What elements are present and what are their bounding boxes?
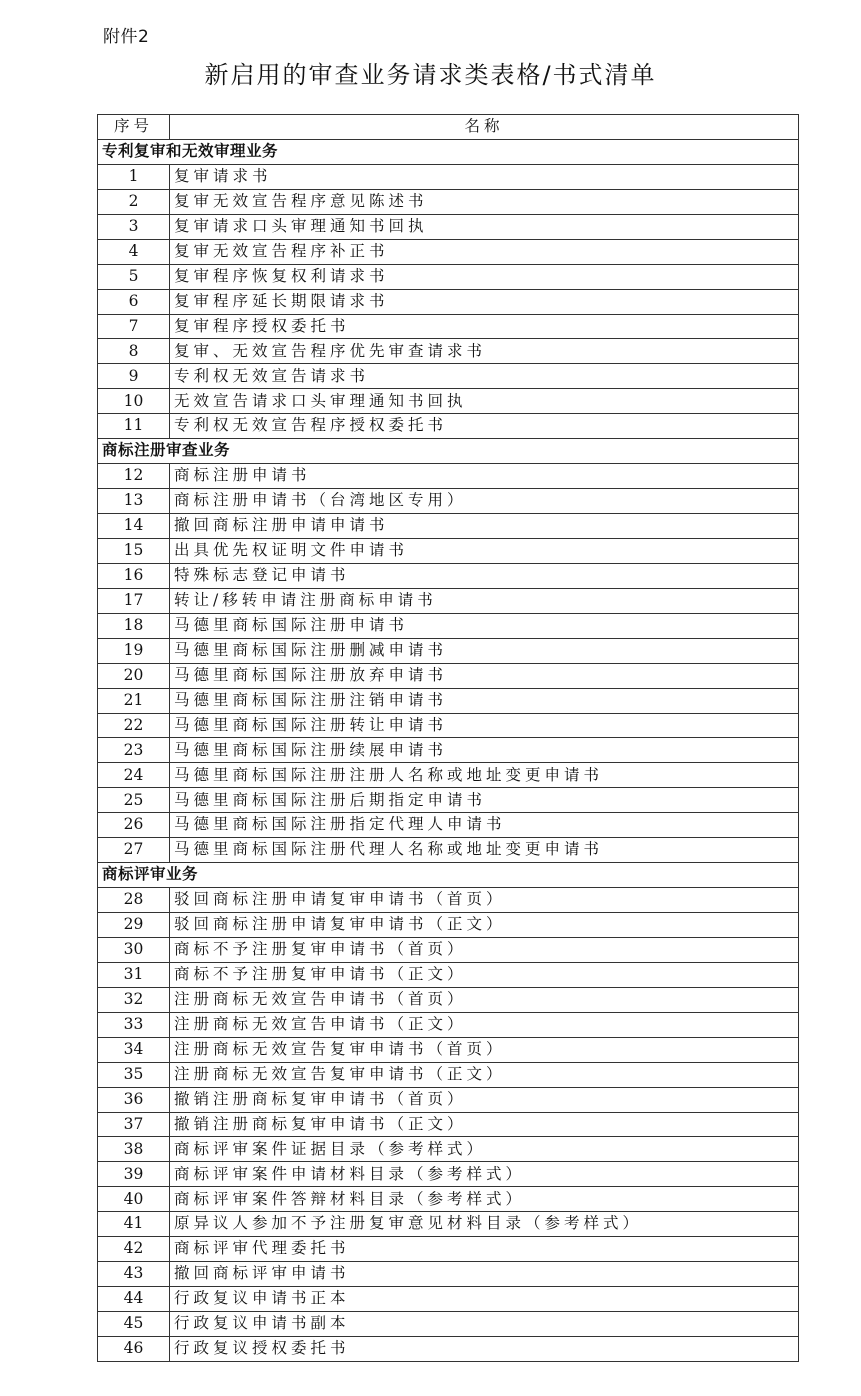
row-number: 22 bbox=[98, 713, 170, 738]
row-form-name: 撤销注册商标复审申请书（首页） bbox=[170, 1087, 799, 1112]
row-number: 2 bbox=[98, 189, 170, 214]
section-row bbox=[98, 139, 799, 164]
row-form-name: 马德里商标国际注册申请书 bbox=[170, 613, 799, 638]
row-number: 15 bbox=[98, 538, 170, 563]
table-row bbox=[98, 788, 799, 813]
table-row bbox=[98, 239, 799, 264]
row-number: 43 bbox=[98, 1262, 170, 1287]
row-number: 1 bbox=[98, 164, 170, 189]
row-number: 13 bbox=[98, 489, 170, 514]
table-row bbox=[98, 1062, 799, 1087]
row-form-name: 专利权无效宣告请求书 bbox=[170, 364, 799, 389]
row-number: 27 bbox=[98, 838, 170, 863]
row-form-name: 马德里商标国际注册删减申请书 bbox=[170, 638, 799, 663]
row-number: 3 bbox=[98, 214, 170, 239]
header-no: 序号 bbox=[98, 115, 170, 140]
row-form-name: 马德里商标国际注册转让申请书 bbox=[170, 713, 799, 738]
table-row bbox=[98, 1262, 799, 1287]
row-form-name: 驳回商标注册申请复审申请书（首页） bbox=[170, 888, 799, 913]
table-row bbox=[98, 738, 799, 763]
row-form-name: 商标不予注册复审申请书（正文） bbox=[170, 962, 799, 987]
section-title: 专利复审和无效审理业务 bbox=[98, 139, 799, 164]
table-body bbox=[98, 139, 799, 1361]
row-form-name: 商标评审案件申请材料目录（参考样式） bbox=[170, 1162, 799, 1187]
row-number: 17 bbox=[98, 588, 170, 613]
table-row bbox=[98, 489, 799, 514]
row-form-name: 行政复议申请书副本 bbox=[170, 1312, 799, 1337]
row-form-name: 注册商标无效宣告复审申请书（正文） bbox=[170, 1062, 799, 1087]
forms-table bbox=[97, 114, 799, 1362]
section-row bbox=[98, 863, 799, 888]
row-number: 37 bbox=[98, 1112, 170, 1137]
table-row bbox=[98, 588, 799, 613]
row-number: 24 bbox=[98, 763, 170, 788]
table-row bbox=[98, 364, 799, 389]
table-row bbox=[98, 688, 799, 713]
row-form-name: 无效宣告请求口头审理通知书回执 bbox=[170, 389, 799, 414]
row-number: 42 bbox=[98, 1237, 170, 1262]
row-number: 7 bbox=[98, 314, 170, 339]
row-form-name: 撤销注册商标复审申请书（正文） bbox=[170, 1112, 799, 1137]
table-row bbox=[98, 888, 799, 913]
row-number: 34 bbox=[98, 1037, 170, 1062]
table-row bbox=[98, 339, 799, 364]
row-form-name: 行政复议申请书正本 bbox=[170, 1287, 799, 1312]
row-form-name: 马德里商标国际注册续展申请书 bbox=[170, 738, 799, 763]
row-form-name: 马德里商标国际注册注销申请书 bbox=[170, 688, 799, 713]
row-number: 23 bbox=[98, 738, 170, 763]
table-row bbox=[98, 289, 799, 314]
row-form-name: 复审程序恢复权利请求书 bbox=[170, 264, 799, 289]
row-form-name: 复审无效宣告程序意见陈述书 bbox=[170, 189, 799, 214]
row-number: 10 bbox=[98, 389, 170, 414]
table-row bbox=[98, 264, 799, 289]
row-number: 30 bbox=[98, 937, 170, 962]
row-number: 26 bbox=[98, 813, 170, 838]
table-row bbox=[98, 189, 799, 214]
header-name: 名称 bbox=[170, 115, 799, 140]
row-number: 29 bbox=[98, 913, 170, 938]
row-form-name: 商标评审案件答辩材料目录（参考样式） bbox=[170, 1187, 799, 1212]
table-row bbox=[98, 1212, 799, 1237]
table-row bbox=[98, 838, 799, 863]
row-number: 8 bbox=[98, 339, 170, 364]
row-number: 36 bbox=[98, 1087, 170, 1112]
row-form-name: 马德里商标国际注册指定代理人申请书 bbox=[170, 813, 799, 838]
table-row bbox=[98, 937, 799, 962]
row-number: 39 bbox=[98, 1162, 170, 1187]
table-row bbox=[98, 389, 799, 414]
row-form-name: 复审请求书 bbox=[170, 164, 799, 189]
table-row bbox=[98, 663, 799, 688]
row-form-name: 马德里商标国际注册代理人名称或地址变更申请书 bbox=[170, 838, 799, 863]
row-form-name: 注册商标无效宣告复审申请书（首页） bbox=[170, 1037, 799, 1062]
document-title: 新启用的审查业务请求类表格/书式清单 bbox=[204, 61, 657, 89]
table-row bbox=[98, 1112, 799, 1137]
table-header-row bbox=[98, 115, 799, 140]
row-number: 9 bbox=[98, 364, 170, 389]
table-row bbox=[98, 563, 799, 588]
row-number: 35 bbox=[98, 1062, 170, 1087]
row-number: 25 bbox=[98, 788, 170, 813]
row-number: 21 bbox=[98, 688, 170, 713]
row-number: 5 bbox=[98, 264, 170, 289]
table-row bbox=[98, 538, 799, 563]
row-form-name: 转让/移转申请注册商标申请书 bbox=[170, 588, 799, 613]
section-row bbox=[98, 439, 799, 464]
row-number: 33 bbox=[98, 1012, 170, 1037]
table-row bbox=[98, 763, 799, 788]
row-form-name: 复审请求口头审理通知书回执 bbox=[170, 214, 799, 239]
table-row bbox=[98, 1336, 799, 1361]
row-form-name: 撤回商标评审申请书 bbox=[170, 1262, 799, 1287]
table-row bbox=[98, 214, 799, 239]
row-form-name: 专利权无效宣告程序授权委托书 bbox=[170, 414, 799, 439]
row-form-name: 商标不予注册复审申请书（首页） bbox=[170, 937, 799, 962]
row-number: 45 bbox=[98, 1312, 170, 1337]
row-number: 14 bbox=[98, 514, 170, 539]
table-row bbox=[98, 987, 799, 1012]
row-number: 11 bbox=[98, 414, 170, 439]
table-row bbox=[98, 1087, 799, 1112]
row-number: 4 bbox=[98, 239, 170, 264]
table-row bbox=[98, 1012, 799, 1037]
row-form-name: 复审、无效宣告程序优先审查请求书 bbox=[170, 339, 799, 364]
row-form-name: 注册商标无效宣告申请书（首页） bbox=[170, 987, 799, 1012]
table-row bbox=[98, 1037, 799, 1062]
row-number: 18 bbox=[98, 613, 170, 638]
row-form-name: 出具优先权证明文件申请书 bbox=[170, 538, 799, 563]
row-number: 19 bbox=[98, 638, 170, 663]
row-number: 44 bbox=[98, 1287, 170, 1312]
table-row bbox=[98, 514, 799, 539]
table-row bbox=[98, 613, 799, 638]
row-form-name: 特殊标志登记申请书 bbox=[170, 563, 799, 588]
table-row bbox=[98, 1162, 799, 1187]
row-form-name: 商标评审案件证据目录（参考样式） bbox=[170, 1137, 799, 1162]
section-title: 商标注册审查业务 bbox=[98, 439, 799, 464]
row-form-name: 驳回商标注册申请复审申请书（正文） bbox=[170, 913, 799, 938]
row-form-name: 马德里商标国际注册注册人名称或地址变更申请书 bbox=[170, 763, 799, 788]
row-form-name: 复审无效宣告程序补正书 bbox=[170, 239, 799, 264]
row-number: 41 bbox=[98, 1212, 170, 1237]
row-number: 31 bbox=[98, 962, 170, 987]
table-row bbox=[98, 713, 799, 738]
table-row bbox=[98, 1237, 799, 1262]
table-row bbox=[98, 164, 799, 189]
table-row bbox=[98, 464, 799, 489]
row-number: 32 bbox=[98, 987, 170, 1012]
table-row bbox=[98, 913, 799, 938]
table-row bbox=[98, 414, 799, 439]
row-number: 40 bbox=[98, 1187, 170, 1212]
row-form-name: 原异议人参加不予注册复审意见材料目录（参考样式） bbox=[170, 1212, 799, 1237]
row-form-name: 马德里商标国际注册后期指定申请书 bbox=[170, 788, 799, 813]
row-form-name: 注册商标无效宣告申请书（正文） bbox=[170, 1012, 799, 1037]
row-number: 28 bbox=[98, 888, 170, 913]
row-form-name: 商标注册申请书（台湾地区专用） bbox=[170, 489, 799, 514]
row-form-name: 复审程序授权委托书 bbox=[170, 314, 799, 339]
row-form-name: 商标注册申请书 bbox=[170, 464, 799, 489]
table-row bbox=[98, 962, 799, 987]
row-number: 12 bbox=[98, 464, 170, 489]
row-form-name: 商标评审代理委托书 bbox=[170, 1237, 799, 1262]
section-title: 商标评审业务 bbox=[98, 863, 799, 888]
table-row bbox=[98, 1287, 799, 1312]
row-form-name: 马德里商标国际注册放弃申请书 bbox=[170, 663, 799, 688]
row-form-name: 行政复议授权委托书 bbox=[170, 1336, 799, 1361]
row-number: 46 bbox=[98, 1336, 170, 1361]
table-row bbox=[98, 813, 799, 838]
row-number: 16 bbox=[98, 563, 170, 588]
row-number: 6 bbox=[98, 289, 170, 314]
table-row bbox=[98, 314, 799, 339]
row-number: 20 bbox=[98, 663, 170, 688]
attachment-label: 附件2 bbox=[103, 27, 150, 47]
row-form-name: 撤回商标注册申请申请书 bbox=[170, 514, 799, 539]
table-row bbox=[98, 1137, 799, 1162]
table-row bbox=[98, 638, 799, 663]
row-form-name: 复审程序延长期限请求书 bbox=[170, 289, 799, 314]
table-row bbox=[98, 1187, 799, 1212]
table-row bbox=[98, 1312, 799, 1337]
row-number: 38 bbox=[98, 1137, 170, 1162]
